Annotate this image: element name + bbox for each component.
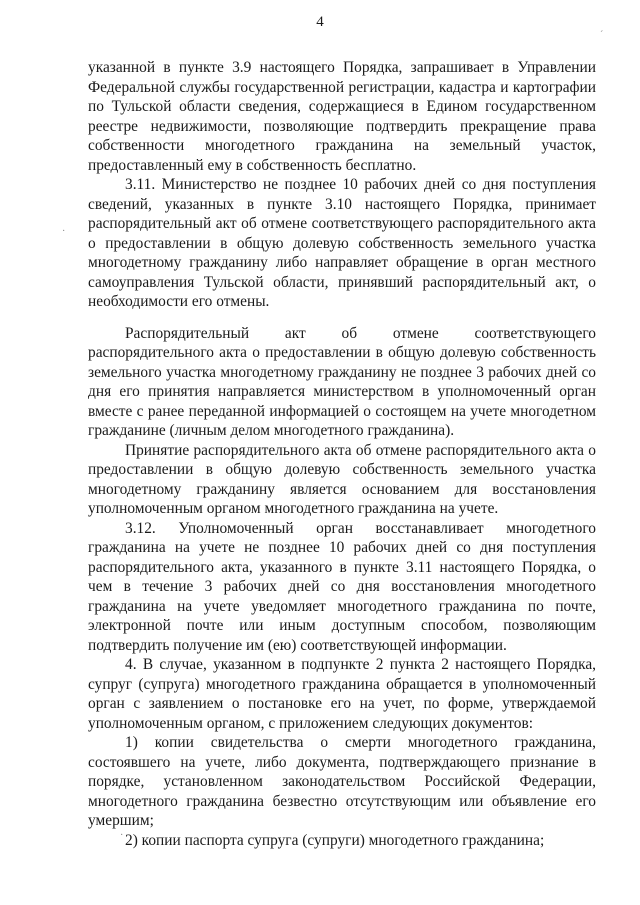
paragraph: Распорядительный акт об отмене соответствующего распорядительного акта о предоставлении в общую долевую собственность земельного участка многодетному гражданину не позднее 3 рабочих дней со дня его принятия направляется министерством в уполномоченный орган вместе с ранее переданной информацией о состоящем на учете многодетном гражданине (личным делом многодетного гражданина). [88,324,596,439]
paragraph: Принятие распорядительного акта об отмене распорядительного акта о предоставлении в общую долевую собственность земельного участка многодетному гражданину является основанием для восстановления уполномоченным органом многодетного гражданина на учете. [88,441,596,517]
list-item-1: 1) копии свидетельства о смерти многодетного гражданина, состоявшего на учете, либо документа, подтверждающего признание в порядке, установленном законодательством Российской Федерации, многодетного гражданина безвестно отсутствующим или объявление его умершим; [88,734,596,829]
paragraph-3-12: 3.12. Уполномоченный орган восстанавливает многодетного гражданина на учете не позднее 10 рабочих дней со дня поступления распорядительного акта, указанного в пункте 3.11 настоящего Порядка, о чем в течение 3 рабочих дней со дня восстановления многодетного гражданина на учете уведомляет многодетного гражданина по почте, электронной почте или иным доступным способом, позволяющим подтвердить получение им (ею) соответствующей информации. [88,519,596,654]
scan-mark: · [120,830,124,841]
page-number: 4 [316,14,324,30]
paragraph-4: 4. В случае, указанном в подпункте 2 пункта 2 настоящего Порядка, супруг (супруга) многодетного гражданина обращается в уполномоченный орган с заявлением о постановке его на учет, по форме, утверждаемой уполномоченным органом, с приложением следующих документов: [88,656,596,732]
scan-mark: · [62,226,66,237]
paragraph-3-11: 3.11. Министерство не позднее 10 рабочих дней со дня поступления сведений, указанных в пункте 3.10 настоящего Порядка, принимает распорядительный акт об отмене соответствующего распорядительного акта о предоставлении в общую долевую собственность земельного участка многодетному гражданину либо направляет обращение в орган местного самоуправления Тульской области, принявший распорядительный акт, о необходимости его отмены. [88,176,596,310]
list-item-2: 2) копии паспорта супруга (супруги) многодетного гражданина; [125,831,545,849]
document-body [88,58,596,850]
paragraph: указанной в пункте 3.9 настоящего Порядка, запрашивает в Управлении Федеральной службы государственной регистрации, кадастра и картографии по Тульской области сведения, содержащиеся в Едином государственном реестре недвижимости, позволяющие подтвердить прекращение права собственности многодетного гражданина на земельный участок, предоставленный ему в собственность бесплатно. [88,59,596,174]
scan-mark: ˊ [600,30,604,41]
